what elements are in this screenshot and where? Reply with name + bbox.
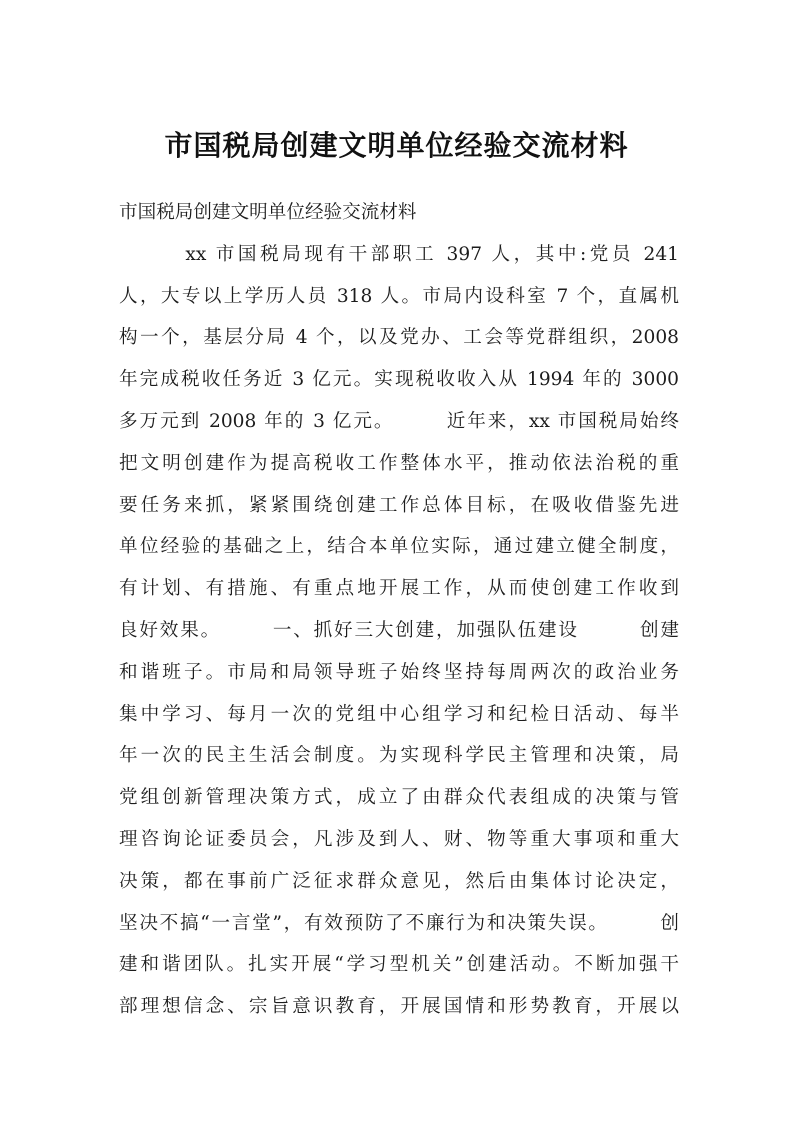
body-line: 单位经验的基础之上，结合本单位实际，通过建立健全制度， (119, 536, 679, 558)
body-line: 多万元到 2008 年的 3 亿元。 近年来，xx 市国税局始终 (119, 410, 679, 432)
body-line: 年一次的民主生活会制度。为实现科学民主管理和决策，局 (119, 745, 679, 767)
body-line: 把文明创建作为提高税收工作整体水平，推动依法治税的重 (119, 452, 679, 474)
body-line: 党组创新管理决策方式，成立了由群众代表组成的决策与管 (119, 787, 679, 809)
body-line: 有计划、有措施、有重点地开展工作，从而使创建工作收到 (119, 578, 679, 600)
body-line: 建和谐团队。扎实开展“学习型机关”创建活动。不断加强干 (119, 954, 679, 976)
document-body (119, 192, 679, 1028)
body-line: 集中学习、每月一次的党组中心组学习和纪检日活动、每半 (119, 703, 679, 725)
body-line: 构一个，基层分局 4 个，以及党办、工会等党群组织，2008 (119, 327, 679, 349)
body-line: 和谐班子。市局和局领导班子始终坚持每周两次的政治业务 (119, 661, 679, 683)
document-title: 市国税局创建文明单位经验交流材料 (164, 129, 629, 162)
body-line: 人，大专以上学历人员 318 人。市局内设科室 7 个，直属机 (119, 285, 679, 307)
body-line: 部理想信念、宗旨意识教育，开展国情和形势教育，开展以 (119, 996, 679, 1018)
subtitle-line: 市国税局创建文明单位经验交流材料 (119, 202, 417, 223)
body-line: 年完成税收任务近 3 亿元。实现税收收入从 1994 年的 3000 (119, 369, 679, 391)
body-line: 良好效果。 一、抓好三大创建，加强队伍建设 创建 (119, 619, 679, 641)
body-line: 决策，都在事前广泛征求群众意见，然后由集体讨论决定， (119, 870, 679, 892)
body-line: 坚决不搞“一言堂”，有效预防了不廉行为和决策失误。 创 (119, 912, 679, 934)
body-line: 理咨询论证委员会，凡涉及到人、财、物等重大事项和重大 (119, 828, 679, 850)
body-line: xx 市国税局现有干部职工 397 人，其中:党员 241 (119, 243, 679, 265)
body-line: 要任务来抓，紧紧围绕创建工作总体目标，在吸收借鉴先进 (119, 494, 679, 516)
